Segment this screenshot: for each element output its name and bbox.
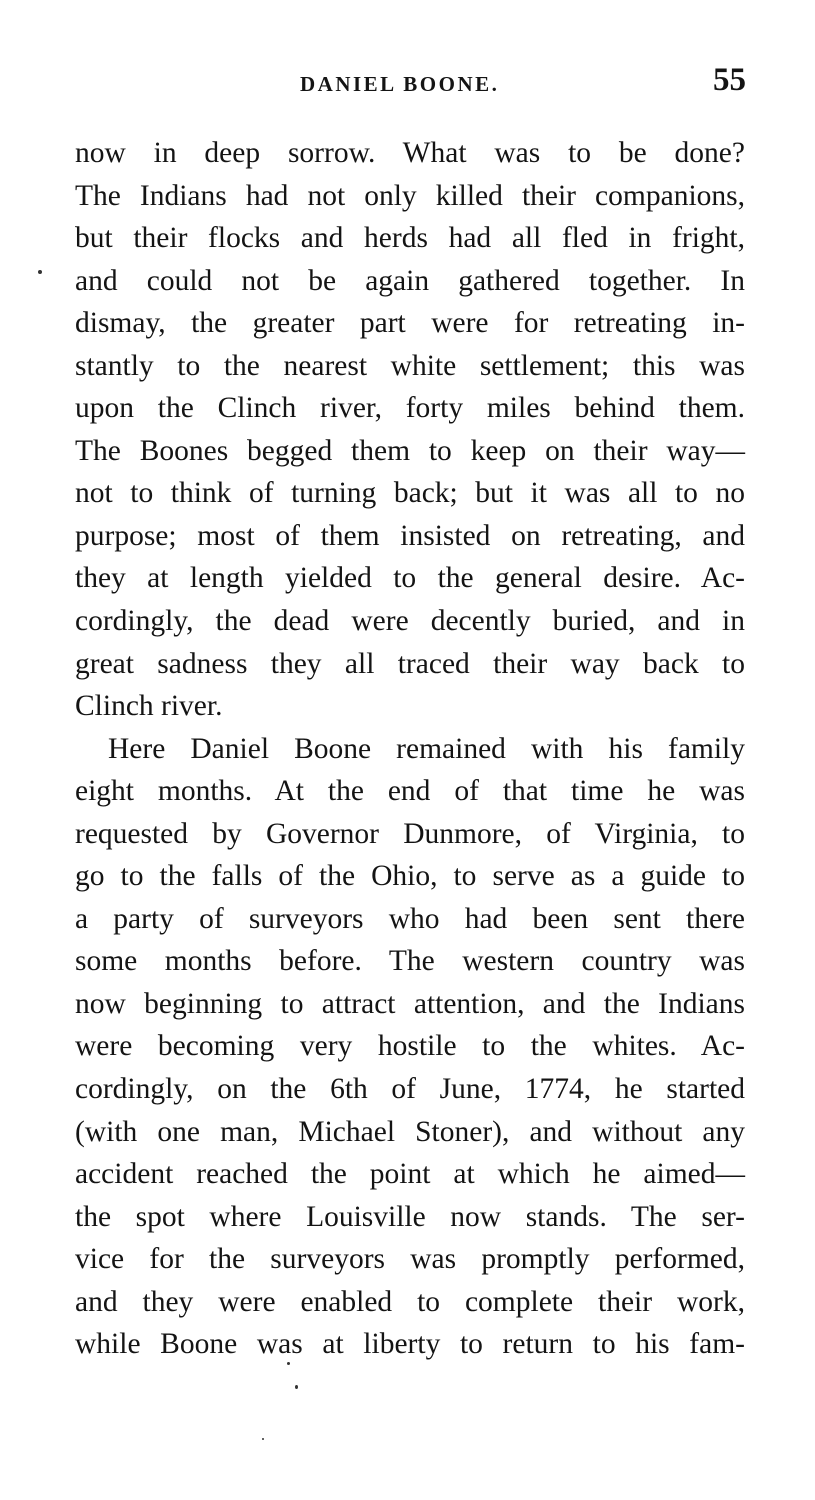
text-line: now beginning to attract attention, and the Indians [75,987,745,1020]
text-line: stantly to the nearest white settlement; this was [75,349,745,382]
text-line: cordingly, the dead were decently buried, and in [75,605,745,638]
text-line: vice for the surveyors was promptly performed, [75,1243,745,1276]
scan-speck [262,1438,264,1440]
scan-speck [287,1362,290,1365]
text-line: Clinch river. [75,690,223,723]
text-line: some months before. The western country was [75,945,745,978]
text-line: Here Daniel Boone remained with his family [108,732,745,765]
text-line: (with one man, Michael Stoner), and without any [75,1115,745,1148]
text-line: they at length yielded to the general desire. Ac- [75,562,745,595]
scan-speck [295,1385,298,1389]
text-line: The Boones begged them to keep on their way— [75,434,745,467]
text-line: now in deep sorrow. What was to be done? [75,137,745,169]
text-line: but their flocks and herds had all fled in fright, [75,222,745,255]
text-line: not to think of turning back; but it was all to no [75,477,745,510]
text-line: dismay, the greater part were for retreating in- [75,307,745,340]
text-line: upon the Clinch river, forty miles behind them. [75,392,745,425]
text-line: and they were enabled to complete their work, [75,1285,745,1318]
text-line: were becoming very hostile to the whites. Ac- [75,1030,745,1063]
text-line: go to the falls of the Ohio, to serve as a guide to [75,860,745,893]
text-line: cordingly, on the 6th of June, 1774, he started [75,1073,745,1106]
running-title: DANIEL BOONE. [300,72,500,96]
paragraph-1 [75,132,745,728]
text-line: The Indians had not only killed their companions, [75,179,745,212]
text-line: great sadness they all traced their way back to [75,647,745,680]
text-line: and could not be again gathered together. In [75,264,745,297]
text-line: while Boone was at liberty to return to his fam- [75,1328,745,1361]
scan-speck [38,270,42,274]
running-header [70,62,746,106]
paragraph-2 [75,728,745,1366]
text-line: purpose; most of them insisted on retreating, and [75,519,745,552]
page-body [75,132,745,1366]
text-line: requested by Governor Dunmore, of Virginia, to [75,817,745,850]
text-line: accident reached the point at which he aimed— [75,1158,745,1191]
text-line: eight months. At the end of that time he was [75,775,745,808]
page-number: 55 [713,62,746,98]
text-line: the spot where Louisville now stands. The ser- [75,1200,745,1233]
text-line: a party of surveyors who had been sent there [75,902,745,935]
